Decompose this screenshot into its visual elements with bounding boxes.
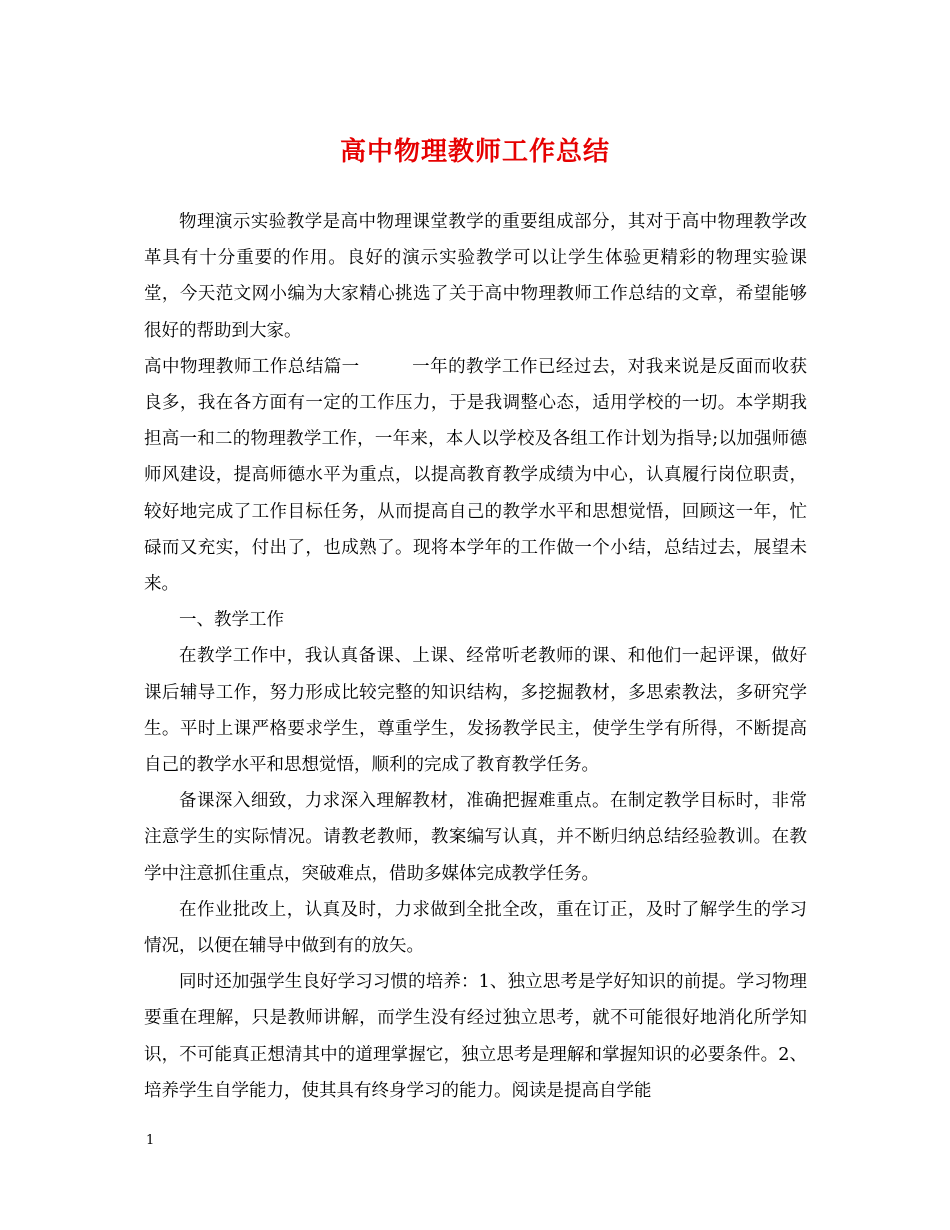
section-heading: 一、教学工作 bbox=[179, 610, 284, 631]
body-paragraph: 备课深入细致，力求深入理解教材，准确把握难重点。在制定教学目标时，非常注意学生的实际情况。请教老教师，教案编写认真，并不断归纳总结经验教训。在教学中注意抓住重点，突破难点，借助多媒体完成教学任务。 bbox=[144, 791, 807, 884]
section-paragraph bbox=[144, 349, 807, 602]
document-body bbox=[144, 204, 807, 1109]
body-paragraph: 在教学工作中，我认真备课、上课、经常听老教师的课、和他们一起评课，做好课后辅导工作，努力形成比较完整的知识结构，多挖掘教材，多思索教法，多研究学生。平时上课严格要求学生，尊重学生，发扬教学民主，使学生学有所得，不断提高自己的教学水平和思想觉悟，顺利的完成了教育教学任务。 bbox=[144, 646, 807, 776]
section-label: 高中物理教师工作总结篇一 bbox=[144, 356, 360, 377]
page-number: 1 bbox=[146, 1133, 155, 1148]
body-paragraph: 同时还加强学生良好学习习惯的培养：1、独立思考是学好知识的前提。学习物理要重在理解，只是教师讲解，而学生没有经过独立思考，就不可能很好地消化所学知识，不可能真正想清其中的道理掌握它，独立思考是理解和掌握知识的必要条件。2、培养学生自学能力，使其具有终身学习的能力。阅读是提高自学能 bbox=[144, 972, 807, 1101]
intro-paragraph: 物理演示实验教学是高中物理课堂教学的重要组成部分，其对于高中物理教学改革具有十分重要的作用。良好的演示实验教学可以让学生体验更精彩的物理实验课堂，今天范文网小编为大家精心挑选了关于高中物理教师工作总结的文章，希望能够很好的帮助到大家。 bbox=[144, 212, 807, 341]
body-paragraph: 在作业批改上，认真及时，力求做到全批全改，重在订正，及时了解学生的学习情况，以便在辅导中做到有的放矢。 bbox=[144, 899, 807, 957]
section-text: 一年的教学工作已经过去，对我来说是反面而收获良多，我在各方面有一定的工作压力，于是我调整心态，适用学校的一切。本学期我担高一和二的物理教学工作，一年来，本人以学校及各组工作计划为指导;以加强师德师风建设，提高师德水平为重点，以提高教育教学成绩为中心，认真履行岗位职责，较好地完成了工作目标任务，从而提高自己的教学水平和思想觉悟，回顾这一年，忙碌而又充实，付出了，也成熟了。现将本学年的工作做一个小结，总结过去，展望未来。 bbox=[144, 356, 808, 595]
page-title: 高中物理教师工作总结 bbox=[339, 137, 610, 167]
